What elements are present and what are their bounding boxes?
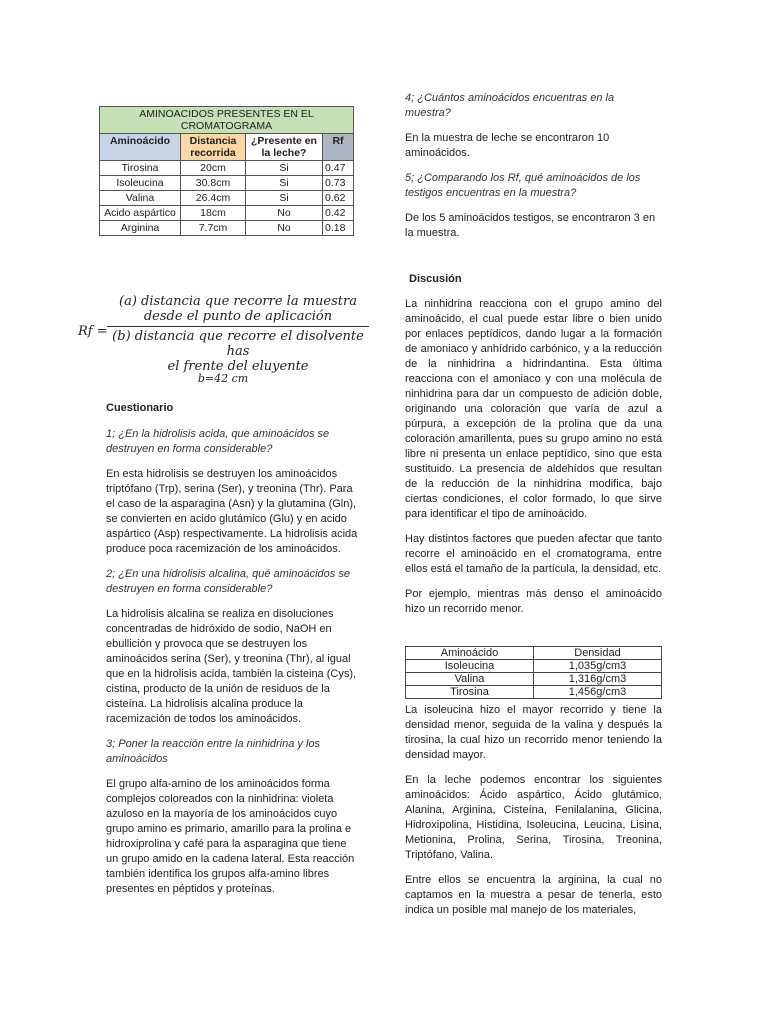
discussion-paragraph-2: Hay distintos factores que pueden afectar que tanto recorre el aminoácido en el cromatograma, entre ellos está el tamaño de la partícula, la densidad, etc. bbox=[405, 533, 662, 575]
cell: Valina bbox=[406, 673, 534, 686]
right-column-bottom bbox=[405, 703, 662, 918]
cell: Si bbox=[246, 176, 323, 191]
header-distancia: Distancia recorrida bbox=[181, 134, 246, 161]
cell: 26.4cm bbox=[181, 191, 246, 206]
cell: Tirosina bbox=[100, 161, 181, 176]
discussion-section bbox=[405, 272, 662, 617]
question-4: 4; ¿Cuántos aminoácidos encuentras en la muestra? bbox=[405, 92, 615, 119]
density-table bbox=[405, 646, 662, 699]
formula-denominator-1: (b) distancia que recorre el disolvente has bbox=[112, 329, 364, 359]
cell: Acido aspártico bbox=[100, 206, 181, 221]
aminoacid-table bbox=[99, 106, 354, 236]
header-presente: ¿Presente en la leche? bbox=[246, 134, 323, 161]
cell: Isoleucina bbox=[406, 660, 534, 673]
cell: Si bbox=[246, 161, 323, 176]
cell: 18cm bbox=[181, 206, 246, 221]
cell: 20cm bbox=[181, 161, 246, 176]
discussion-paragraph-5: En la leche podemos encontrar los siguientes aminoácidos: Ácido aspártico, Ácido glutámico, Alanina, Arginina, Cisteína, Fenilalanina, Glicina, Hidroxipolina, Histidina, Isoleucina, Leucina, Lisina, Metionina, Prolina, Serina, Tirosina, Treonina, Triptófano, Valina. bbox=[405, 774, 662, 861]
answer-2: La hidrolisis alcalina se realiza en disoluciones concentradas de hidróxido de sodio, NaOH en ebullición y provoca que se destruyen los aminoácidos serina (Ser), y treonina (Thr), al igual que en la hidrolisis acida, también la cisteina (Cys), cistina, producto de la unión de residuos de la cisteína. La hidrolisis alcalina produce la racemización de todos los aminoácidos. bbox=[106, 608, 357, 725]
cell: 1,035g/cm3 bbox=[534, 660, 662, 673]
table-row bbox=[406, 660, 662, 673]
cell: Tirosina bbox=[406, 686, 534, 699]
cell: 0.47 bbox=[323, 161, 354, 176]
discusion-heading: Discusión bbox=[409, 273, 462, 285]
table-row bbox=[100, 206, 354, 221]
table-row bbox=[100, 191, 354, 206]
cell: 7.7cm bbox=[181, 221, 246, 236]
question-1: 1; ¿En la hidrolisis acida, que aminoácidos se destruyen en forma considerable? bbox=[106, 428, 330, 455]
cell: Isoleucina bbox=[100, 176, 181, 191]
cell: No bbox=[246, 221, 323, 236]
discussion-paragraph-6: Entre ellos se encuentra la arginina, la cual no captamos en la muestra a pesar de tenerla, esto indica un posible mal manejo de los materiales, bbox=[405, 874, 662, 916]
table-row bbox=[406, 673, 662, 686]
answer-5: De los 5 aminoácidos testigos, se encontraron 3 en la muestra. bbox=[405, 212, 656, 239]
cell: 0.18 bbox=[323, 221, 354, 236]
cell: 1,316g/cm3 bbox=[534, 673, 662, 686]
formula-lhs: Rf = bbox=[78, 324, 108, 339]
answer-3: El grupo alfa-amino de los aminoácidos forma complejos coloreados con la ninhidrina: violeta azuloso en la mayoría de los aminoácidos cuyo grupo amino es primario, amarillo para la prolina e hidroxiprolina y café para la asparagina que tiene un grupo amido en la cadena lateral. Esta reacción también identifica los grupos alfa-amino libres presentes en péptidos y proteínas. bbox=[106, 778, 355, 895]
cell: 0.73 bbox=[323, 176, 354, 191]
aminoacid-table-title: AMINOACIDOS PRESENTES EN EL CROMATOGRAMA bbox=[100, 107, 354, 134]
cell: 1,456g/cm3 bbox=[534, 686, 662, 699]
table-row bbox=[100, 176, 354, 191]
question-2: 2; ¿En una hidrolisis alcalina, qué aminoácidos se destruyen en forma considerable? bbox=[106, 568, 350, 595]
question-3: 3; Poner la reacción entre la ninhidrina y los aminoácidos bbox=[106, 738, 321, 765]
header-aminoacido: Aminoácido bbox=[100, 134, 181, 161]
cell: 0.62 bbox=[323, 191, 354, 206]
header-aminoacido: Aminoácido bbox=[406, 647, 534, 660]
cell: No bbox=[246, 206, 323, 221]
cell: Arginina bbox=[100, 221, 181, 236]
table-row bbox=[100, 161, 354, 176]
answer-4: En la muestra de leche se encontraron 10 aminoácidos. bbox=[405, 132, 610, 159]
answer-1: En esta hidrolisis se destruyen los aminoácidos triptófano (Trp), serina (Ser), y treonina (Thr). Para el caso de la asparagina (Asn) y la glutamina (Gln), se convierten en acido glutámico (Glu) y en acido aspártico (Asp) respectivamente. La hidrolisis acida produce poca racemización de los aminoácidos. bbox=[106, 468, 358, 555]
right-column-top bbox=[405, 91, 662, 241]
formula-denominator-2: el frente del eluyente bbox=[167, 359, 309, 374]
question-5: 5; ¿Comparando los Rf, qué aminoácidos de los testigos encuentras en la muestra? bbox=[405, 172, 641, 199]
cell: 0.42 bbox=[323, 206, 354, 221]
formula-numerator-1: (a) distancia que recorre la muestra bbox=[119, 294, 357, 309]
left-column bbox=[106, 401, 358, 897]
table-row bbox=[100, 221, 354, 236]
discussion-paragraph-3: Por ejemplo, mientras más denso el aminoácido hizo un recorrido menor. bbox=[405, 588, 662, 615]
discussion-paragraph-4: La isoleucina hizo el mayor recorrido y tiene la densidad menor, seguida de la valina y después la tirosina, la cual hizo un recorrido menor teniendo la densidad mayor. bbox=[405, 704, 662, 761]
discussion-paragraph-1: La ninhidrina reacciona con el grupo amino del aminoácido, el cual puede estar libre o bien unido por enlaces peptídicos, dando lugar a la formación de amoniaco y anhídrido carbónico, y a la reducción de la ninhidrina a hidrindantina. Esta última reacciona con el amoniaco y con una molécula de ninhidrina para dar un compuesto de adición doble, originando una coloración que varía de azul a púrpura, a excepción de la prolina que da una coloración amarillenta, pues su grupo amino no está libre ni presenta un enlace peptídico, sino que esta sustituido. La presencia de aldehídos que resultan de la reducción de la ninhidrina modifica, bajo ciertas condiciones, el color formado, lo que sirve para identificar el tipo de aminoácido. bbox=[405, 298, 662, 520]
rf-formula bbox=[78, 294, 368, 385]
formula-numerator-2: desde el punto de aplicación bbox=[143, 309, 333, 324]
table-row bbox=[406, 686, 662, 699]
header-rf: Rf bbox=[323, 134, 354, 161]
cell: Valina bbox=[100, 191, 181, 206]
cell: 30.8cm bbox=[181, 176, 246, 191]
header-densidad: Densidad bbox=[534, 647, 662, 660]
cuestionario-heading: Cuestionario bbox=[106, 402, 174, 414]
formula-truncated-text: b=42 cm bbox=[197, 372, 249, 385]
cell: Si bbox=[246, 191, 323, 206]
